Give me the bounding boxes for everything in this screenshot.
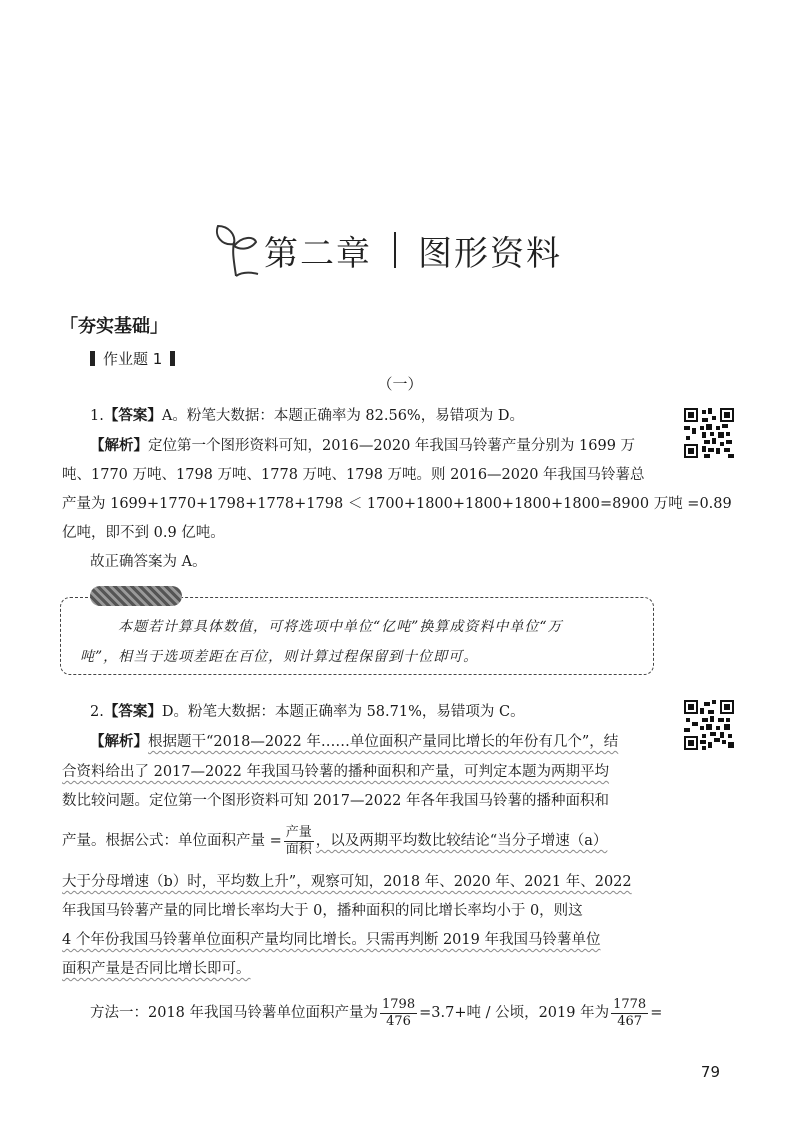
q2-analysis-line-5: 大于分母增速（b）时，平均数上升”，观察可知，2018 年、2020 年、2021 年、2022 — [62, 874, 632, 890]
q2-analysis-line-8: 面积产量是否同比增长即可。 — [62, 961, 251, 977]
left-bar-mark — [90, 351, 95, 366]
q1-analysis-line-2: 吨、1770 万吨、1798 万吨、1778 万吨、1798 万吨。则 2016—2020 年我国马铃薯总 — [62, 467, 645, 483]
q1-analysis-line-1: 【解析】定位第一个图形资料可知，2016—2020 年我国马铃薯产量分别为 1699 万 — [90, 438, 636, 454]
qr-code-icon[interactable] — [684, 408, 734, 458]
q2-answer-line — [90, 703, 686, 721]
page-number: 79 — [700, 1063, 720, 1081]
homework-label — [90, 348, 175, 369]
sprout-icon — [212, 222, 260, 278]
yield-2019-fraction: $\frac{1778}{467}$ — [613, 996, 647, 1029]
q1-answer-text: A。粉笔大数据：本题正确率为 82.56%，易错项为 D。 — [161, 408, 524, 424]
homework-label-text: 作业题 1 — [103, 350, 163, 368]
part-label: （一） — [377, 375, 423, 393]
qr-code-icon[interactable] — [684, 700, 734, 750]
tip-tag-banner — [90, 586, 182, 606]
q2-analysis-line-1: 【解析】根据题干“2018—2022 年……单位面积产量同比增长的年份有几个”，结 — [90, 734, 619, 750]
right-bar-mark — [170, 351, 175, 366]
q1-analysis-line-3: 产量为 1699+1770+1798+1778+1798 ＜ 1700+1800+1800+1800+1800=8900 万吨 =0.89 — [62, 496, 732, 512]
q2-answer-text: D。粉笔大数据：本题正确率为 58.71%，易错项为 C。 — [161, 704, 525, 720]
tip-line-2: 吨”，相当于选项差距在百位，则计算过程保留到十位即可。 — [80, 649, 479, 665]
chapter-title — [212, 222, 562, 278]
q2-answer-tag: 【答案】 — [103, 704, 162, 720]
chapter-divider — [394, 232, 396, 268]
area-yield-fraction: $\frac{\text{产量}}{\text{面积}}$ — [285, 824, 312, 857]
q1-analysis-line-4: 亿吨，即不到 0.9 亿吨。 — [62, 525, 225, 541]
q1-answer-line — [90, 407, 686, 425]
yield-2018-fraction: $\frac{1798}{476}$ — [382, 996, 416, 1029]
chapter-name: 图形资料 — [418, 233, 562, 274]
q2-analysis-tag: 【解析】 — [90, 734, 148, 750]
q2-analysis-line-2: 合资料给出了 2017—2022 年我国马铃薯的播种面积和产量，可判定本题为两期平均 — [62, 764, 610, 780]
q1-number: 1. — [90, 408, 104, 424]
q1-analysis-tag: 【解析】 — [90, 438, 148, 454]
q2-analysis-line-3: 数比较问题。定位第一个图形资料可知 2017—2022 年各年我国马铃薯的播种面积和 — [62, 793, 610, 809]
q2-number: 2. — [90, 704, 104, 720]
q2-analysis-line-4: 产量。根据公式：单位面积产量 = $\frac{\text{产量}}{\text{面积}}$ ，以及两期平均数比较结论“当分子增速（a） — [62, 824, 608, 857]
q2-analysis-line-7: 4 个年份我国马铃薯单位面积产量均同比增长。只需再判断 2019 年我国马铃薯单位 — [62, 932, 601, 948]
q2-analysis-line-6: 年我国马铃薯产量的同比增长率均大于 0，播种面积的同比增长率均小于 0，则这 — [62, 903, 583, 919]
q2-method-one: 方法一：2018 年我国马铃薯单位面积产量为 $\frac{1798}{476}$ =3.7+吨 / 公顷，2019 年为 $\frac{1778}{467}$ = — [90, 996, 663, 1029]
section-label: 「夯实基础」 — [60, 316, 168, 337]
q1-conclusion: 故正确答案为 A。 — [90, 554, 207, 570]
chapter-number: 第二章 — [264, 233, 372, 274]
q1-answer-tag: 【答案】 — [103, 408, 162, 424]
tip-line-1: 本题若计算具体数值，可将选项中单位“亿吨”换算成资料中单位“万 — [118, 619, 563, 635]
